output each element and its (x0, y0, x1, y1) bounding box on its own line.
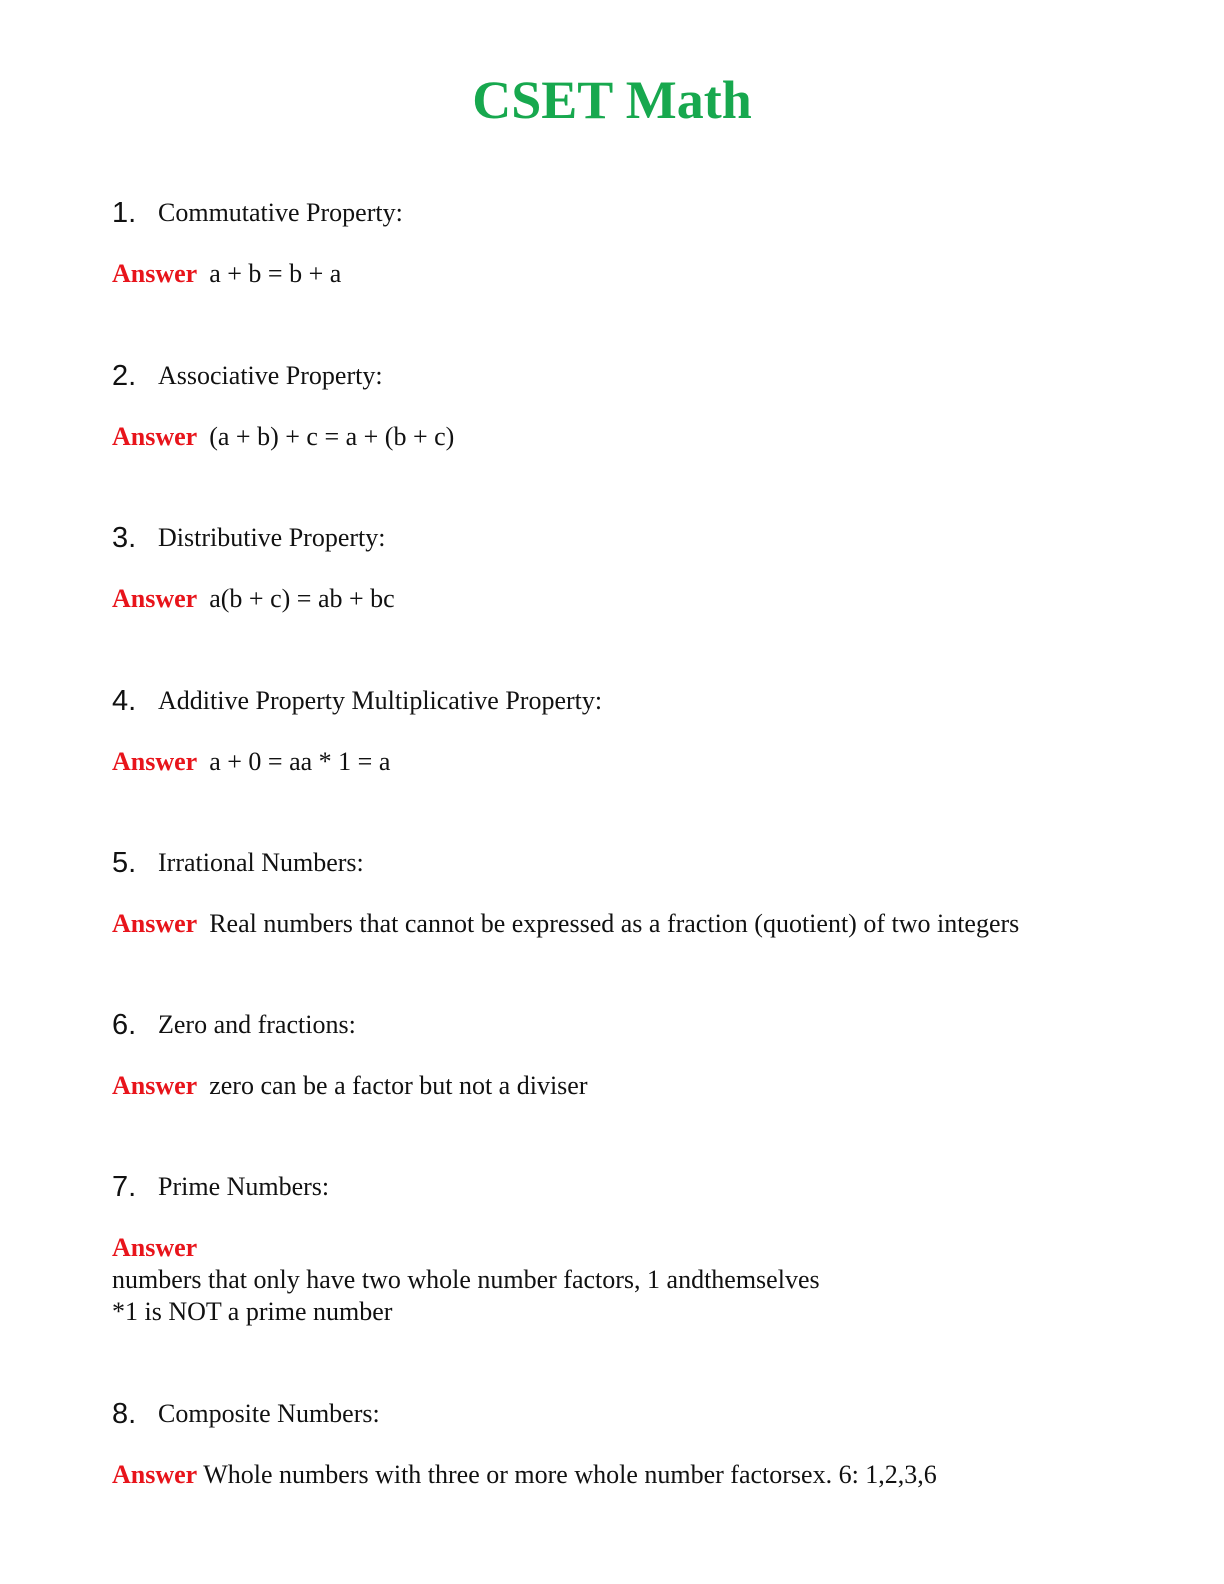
question-number: 4. (112, 685, 137, 717)
question-text: Additive Property Multiplicative Property: (158, 686, 603, 715)
question-number: 8. (112, 1398, 137, 1430)
answer-text: (a + b) + c = a + (b + c) (209, 422, 455, 451)
answer-text: a + 0 = aa * 1 = a (209, 747, 391, 776)
answer (112, 258, 1152, 290)
question-text: Composite Numbers: (158, 1399, 380, 1428)
question-text: Commutative Property: (158, 198, 403, 227)
answer-label: Answer (112, 259, 198, 288)
qa-item (112, 520, 1152, 615)
answer-label: Answer (112, 909, 198, 938)
question-text: Irrational Numbers: (158, 848, 364, 877)
answer-text: zero can be a factor but not a diviser (209, 1071, 588, 1100)
answer-label: Answer (112, 1071, 198, 1100)
qa-item (112, 358, 1152, 453)
answer-text-line: numbers that only have two whole number factors, 1 andthemselves (112, 1265, 820, 1294)
question-number: 2. (112, 360, 137, 392)
answer (112, 1459, 1152, 1491)
answer-label: Answer (112, 584, 198, 613)
answer-text: a + b = b + a (209, 259, 342, 288)
answer-label: Answer (112, 1233, 198, 1262)
answer (112, 1232, 1152, 1328)
qa-item (112, 683, 1152, 778)
answer-text: a(b + c) = ab + bc (209, 584, 395, 613)
answer-label: Answer (112, 747, 198, 776)
question-number: 7. (112, 1171, 137, 1203)
qa-item (112, 195, 1152, 290)
answer (112, 746, 1152, 778)
page-title: CSET Math (472, 70, 752, 130)
question-number: 6. (112, 1009, 137, 1041)
qa-item (112, 1169, 1152, 1328)
question (112, 358, 1152, 394)
qa-item (112, 845, 1152, 940)
qa-item (112, 1396, 1152, 1491)
answer-text-line: *1 is NOT a prime number (112, 1297, 393, 1326)
answer (112, 421, 1152, 453)
answer (112, 908, 1152, 940)
question-text: Zero and fractions: (158, 1010, 356, 1039)
question (112, 845, 1152, 881)
answer-text: Whole numbers with three or more whole number factorsex. 6: 1,2,3,6 (203, 1460, 937, 1489)
question-number: 5. (112, 847, 137, 879)
answer-label: Answer (112, 422, 198, 451)
question (112, 1007, 1152, 1043)
question-number: 1. (112, 197, 137, 229)
answer (112, 583, 1152, 615)
question-text: Prime Numbers: (158, 1172, 330, 1201)
answer-label: Answer (112, 1460, 198, 1489)
question (112, 520, 1152, 556)
question (112, 195, 1152, 231)
question-text: Associative Property: (158, 361, 383, 390)
question (112, 1396, 1152, 1432)
qa-item (112, 1007, 1152, 1102)
question (112, 1169, 1152, 1205)
question-number: 3. (112, 522, 137, 554)
answer (112, 1070, 1152, 1102)
question-text: Distributive Property: (158, 523, 386, 552)
answer-text: Real numbers that cannot be expressed as a fraction (quotient) of two integers (209, 909, 1020, 938)
question (112, 683, 1152, 719)
